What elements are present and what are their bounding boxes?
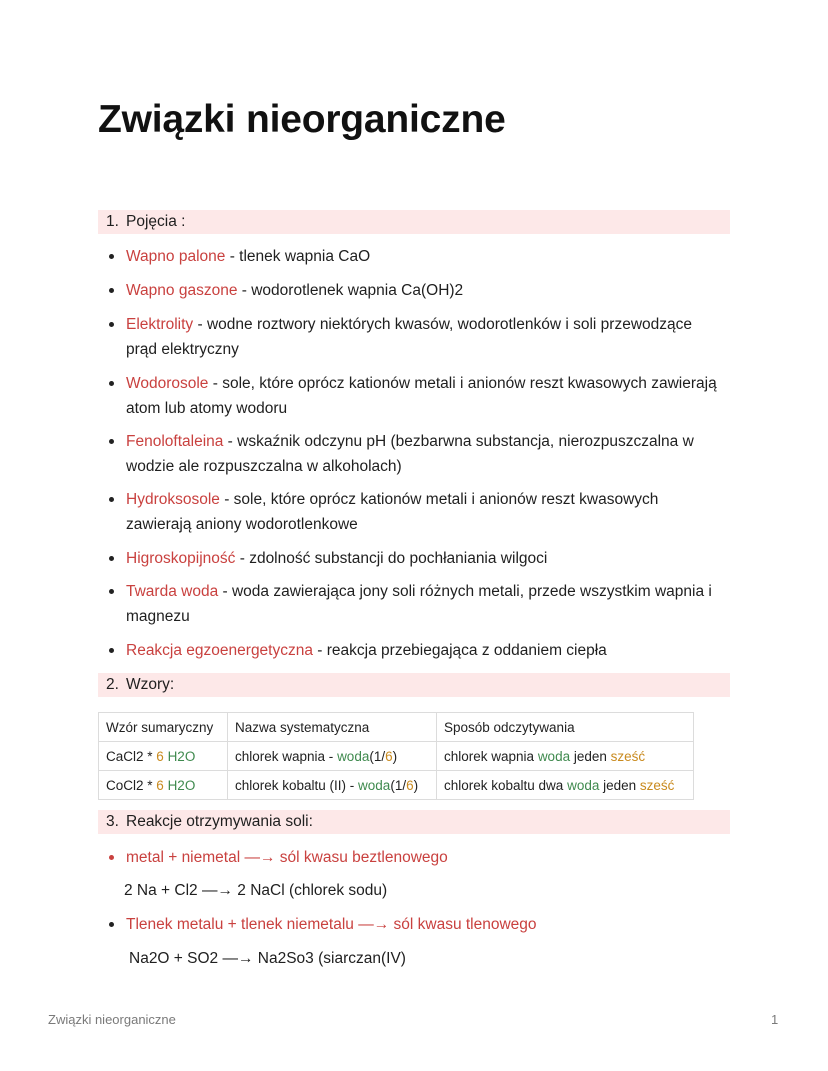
term: Wodorosole (126, 375, 209, 392)
list-item (126, 546, 726, 571)
table-row (99, 771, 694, 800)
term: Higroskopijność (126, 550, 236, 567)
term: Fenoloftaleina (126, 433, 224, 450)
page-number: 1 (771, 1012, 779, 1027)
cell-text: (1/ (390, 777, 407, 793)
reaction-equation: Na2O + SO2 —→ Na2So3 (siarczan(IV) (129, 950, 406, 967)
cell-number: 6 (406, 777, 414, 793)
column-header: Sposób odczytywania (437, 713, 694, 742)
definition: - sole, które oprócz kationów metali i anionów reszt kwasowych zawierają aniony wodorotlenkowe (126, 491, 659, 533)
term: Wapno gaszone (126, 282, 238, 299)
cell-water: H2O (167, 748, 196, 764)
cell-water: woda (567, 777, 600, 793)
definition: - woda zawierająca jony soli różnych metali, przede wszystkim wapnia i magnezu (126, 583, 712, 625)
reaction-heading: Tlenek metalu + tlenek niemetalu —→ sól kwasu tlenowego (126, 912, 726, 937)
cell-text: (1/ (369, 748, 386, 764)
cell-text: CoCl2 * (106, 777, 157, 793)
footer-title: Związki nieorganiczne (48, 1012, 176, 1027)
cell-text: jeden (570, 748, 611, 764)
list-item (126, 244, 726, 269)
list-item (126, 278, 726, 303)
cell-text: chlorek wapnia (444, 748, 538, 764)
section-label: Reakcje otrzymywania soli: (126, 813, 313, 830)
definition: - sole, które oprócz kationów metali i anionów reszt kwasowych zawierają atom lub atomy wodoru (126, 375, 717, 417)
table-header-row (99, 713, 694, 742)
reaction-heading: metal + niemetal —→ sól kwasu beztlenowego (126, 845, 726, 870)
definition: - reakcja przebiegająca z oddaniem ciepła (312, 642, 607, 659)
cell-text: ) (413, 777, 419, 793)
cell-text: CaCl2 * (106, 748, 157, 764)
column-header: Nazwa systematyczna (228, 713, 437, 742)
section-number: 1. (106, 213, 119, 230)
term: Twarda woda (126, 583, 219, 600)
term: Reakcja egzoenergetyczna (126, 642, 313, 659)
cell-text: jeden (599, 777, 640, 793)
cell-number: 6 (156, 777, 164, 793)
list-item (126, 429, 726, 479)
cell-water: woda (358, 777, 391, 793)
cell-number: sześć (610, 748, 646, 764)
list-item (126, 638, 726, 663)
cell-number: 6 (385, 748, 393, 764)
section-heading-formulas (98, 673, 730, 697)
section-label: Wzory: (126, 676, 175, 693)
section-number: 2. (106, 676, 119, 693)
section-heading-concepts (98, 210, 730, 234)
cell-number: sześć (639, 777, 675, 793)
cell-text: chlorek kobaltu (II) - (235, 777, 359, 793)
list-item (126, 371, 726, 421)
section-heading-reactions (98, 810, 730, 834)
table-cell (437, 771, 694, 800)
table-cell (99, 771, 228, 800)
cell-water: woda (537, 748, 571, 764)
table-cell (228, 742, 437, 771)
term: Wapno palone (126, 248, 226, 265)
list-item (126, 579, 726, 629)
term: Elektrolity (126, 316, 194, 333)
definition: - wodorotlenek wapnia Ca(OH)2 (237, 282, 464, 299)
definition: - wodne roztwory niektórych kwasów, wodorotlenków i soli przewodzące prąd elektryczny (126, 316, 692, 358)
table-cell (228, 771, 437, 800)
page-title: Związki nieorganiczne (98, 98, 506, 141)
table-cell (437, 742, 694, 771)
cell-text: ) (392, 748, 398, 764)
cell-text: chlorek kobaltu dwa (444, 777, 568, 793)
section-label: Pojęcia : (126, 213, 186, 230)
formulas-table (98, 712, 694, 800)
table-row (99, 742, 694, 771)
cell-text: chlorek wapnia - (235, 748, 338, 764)
definition: - tlenek wapnia CaO (225, 248, 371, 265)
list-item (126, 487, 726, 537)
cell-water: woda (337, 748, 370, 764)
section-number: 3. (106, 813, 119, 830)
reaction-equation: 2 Na + Cl2 —→ 2 NaCl (chlorek sodu) (124, 882, 388, 899)
definition: - zdolność substancji do pochłaniania wilgoci (235, 550, 548, 567)
term: Hydroksosole (126, 491, 220, 508)
cell-number: 6 (156, 748, 164, 764)
table-cell (99, 742, 228, 771)
column-header: Wzór sumaryczny (99, 713, 228, 742)
definition: - wskaźnik odczynu pH (bezbarwna substancja, nierozpuszczalna w wodzie ale rozpuszczalna w alkoholach) (126, 433, 694, 475)
cell-water: H2O (167, 777, 196, 793)
list-item (126, 312, 726, 362)
